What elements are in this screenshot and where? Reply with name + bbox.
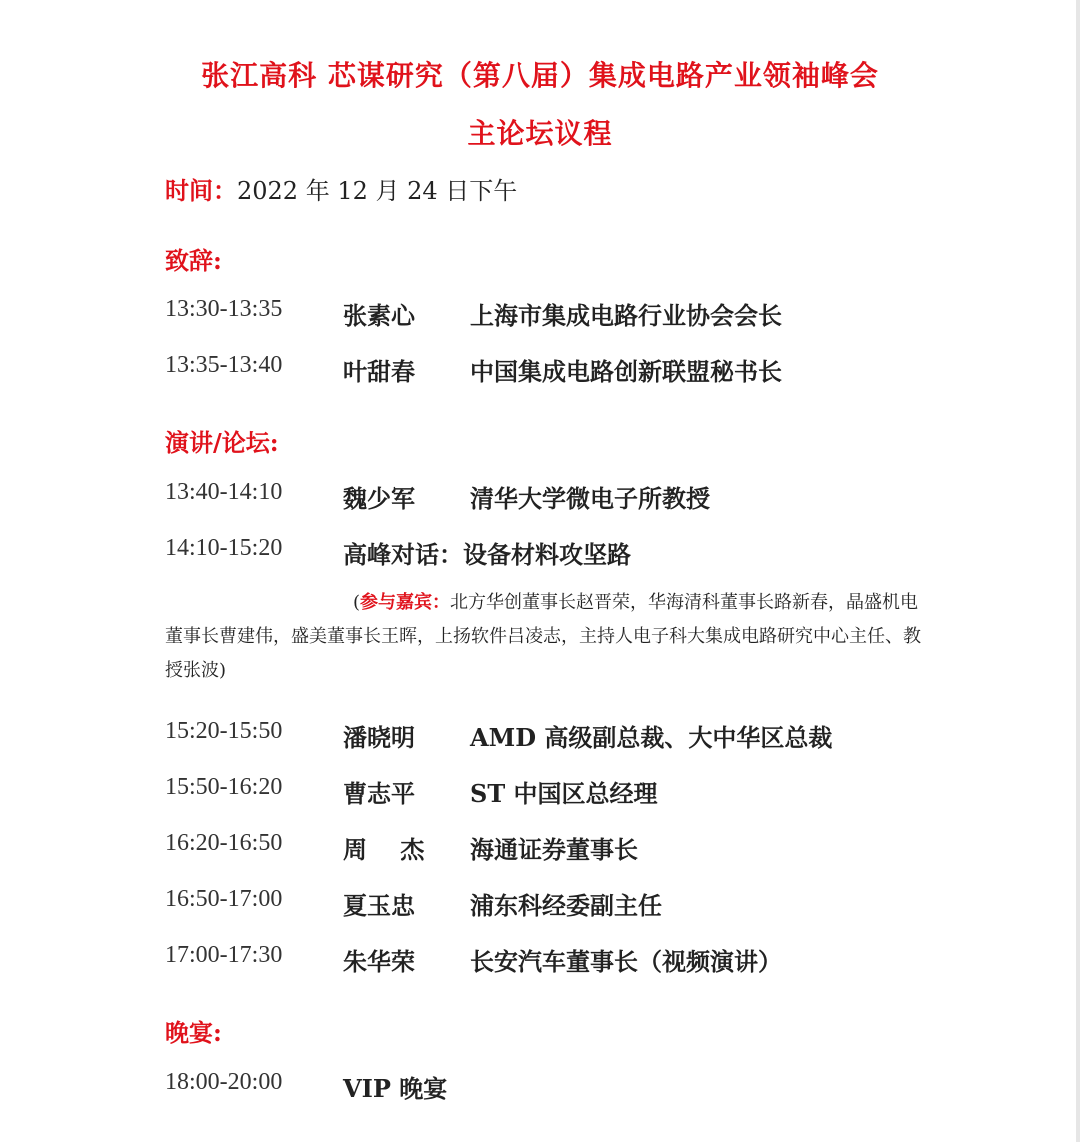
agenda-row [0, 352, 1080, 392]
row-time: 14:10-15:20 [165, 535, 283, 561]
row-time: 18:00-20:00 [165, 1069, 283, 1095]
section-dinner: 晚宴: [165, 1018, 222, 1047]
agenda-subtitle: 主论坛议程 [467, 117, 613, 150]
row-time: 15:50-16:20 [165, 774, 283, 800]
panel-guests [165, 586, 925, 688]
row-panel-title: 高峰对话：设备材料攻坚路 [343, 540, 631, 569]
row-time: 16:20-16:50 [165, 830, 283, 856]
row-title: 清华大学微电子所教授 [470, 484, 710, 513]
row-speaker: 潘晓明 [343, 723, 415, 752]
agenda-row [0, 1069, 1080, 1109]
datetime-value: 2022 年 12 月 24 日下午 [237, 177, 518, 205]
row-speaker: 张素心 [343, 301, 415, 330]
row-time: 15:20-15:50 [165, 718, 283, 744]
agenda-row [0, 830, 1080, 870]
row-title: 海通证券董事长 [470, 835, 638, 864]
agenda-row [0, 942, 1080, 982]
guests-open-paren: ( [353, 592, 361, 613]
agenda-row [0, 718, 1080, 758]
row-speaker: 夏玉忠 [343, 891, 415, 920]
section-welcome: 致辞: [165, 246, 222, 275]
row-event: VIP 晚宴 [343, 1074, 448, 1103]
guests-label: 参与嘉宾： [360, 592, 451, 613]
row-time: 13:30-13:35 [165, 296, 283, 322]
row-speaker: 叶甜春 [343, 357, 415, 386]
row-title: 上海市集成电路行业协会会长 [470, 301, 782, 330]
row-title: AMD 高级副总裁、大中华区总裁 [470, 723, 833, 752]
datetime-label: 时间： [165, 176, 237, 205]
row-speaker: 曹志平 [343, 779, 415, 808]
agenda-row [0, 886, 1080, 926]
agenda-row [0, 774, 1080, 814]
page-edge [1076, 0, 1080, 1142]
agenda-title: 张江高科 芯谋研究（第八届）集成电路产业领袖峰会 [201, 59, 879, 92]
row-speaker: 魏少军 [343, 484, 415, 513]
row-time: 16:50-17:00 [165, 886, 283, 912]
agenda-row [0, 296, 1080, 336]
guests-text: 北方华创董事长赵晋荣，华海清科董事长路新春，晶盛机电董事长曹建伟，盛美董事长王晖，上扬软件吕凌志，主持人电子科大集成电路研究中心主任、教授张波) [165, 592, 921, 681]
row-time: 17:00-17:30 [165, 942, 283, 968]
row-title: 中国集成电路创新联盟秘书长 [470, 357, 782, 386]
event-datetime [165, 171, 517, 206]
row-title: ST 中国区总经理 [470, 779, 658, 808]
row-speaker: 周 杰 [343, 835, 425, 864]
row-time: 13:35-13:40 [165, 352, 283, 378]
row-speaker: 朱华荣 [343, 947, 415, 976]
row-title: 长安汽车董事长（视频演讲） [470, 947, 782, 976]
agenda-row [0, 535, 1080, 575]
section-talks: 演讲/论坛: [165, 428, 279, 457]
agenda-row [0, 479, 1080, 519]
row-title: 浦东科经委副主任 [470, 891, 662, 920]
row-time: 13:40-14:10 [165, 479, 283, 505]
